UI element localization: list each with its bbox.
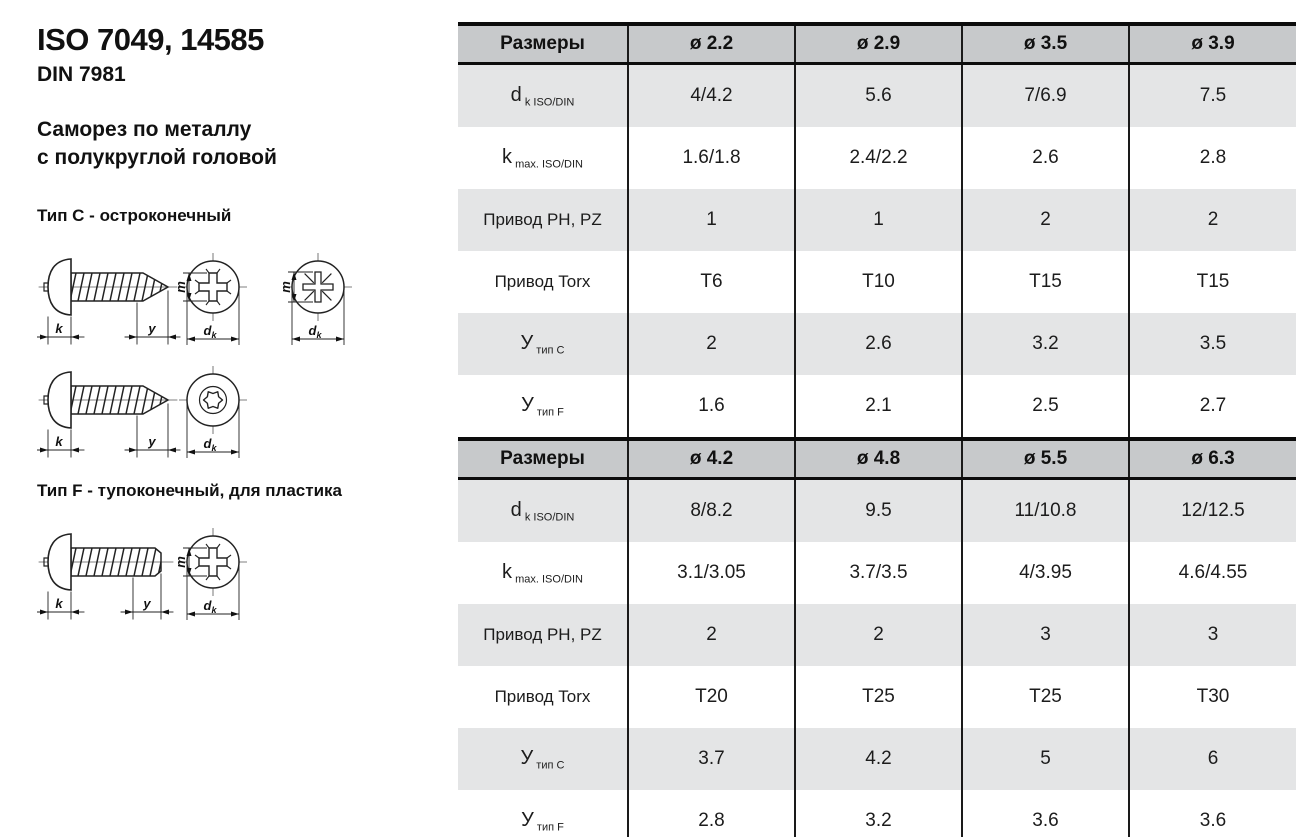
- spec-value: 3.7/3.5: [795, 542, 962, 604]
- spec-row: [458, 375, 1296, 437]
- spec-row: [458, 313, 1296, 375]
- spec-row: [458, 604, 1296, 666]
- spec-row: [458, 666, 1296, 728]
- row-label: d $_{k ISO/DIN}$: [510, 83, 575, 109]
- row-label: У $_{тип F}$: [521, 393, 564, 419]
- spec-value: T25: [795, 666, 962, 728]
- screw-side-view-blunt: [37, 534, 173, 619]
- spec-value: 7.5: [1129, 64, 1296, 128]
- description-line-2: с полукруглой головой: [37, 146, 277, 169]
- spec-row: [458, 189, 1296, 251]
- spec-value: 2.6: [795, 313, 962, 375]
- row-label: У $_{тип C}$: [520, 746, 565, 772]
- spec-value: 2: [962, 189, 1129, 251]
- phillips-head-view: [173, 253, 247, 345]
- spec-value: 4.2: [795, 728, 962, 790]
- spec-value: T20: [628, 666, 795, 728]
- spec-value: 2.4/2.2: [795, 127, 962, 189]
- standard-label: DIN 7981: [37, 63, 126, 86]
- type-f-heading: Тип F - тупоконечный, для пластика: [37, 481, 342, 500]
- spec-value: 2.1: [795, 375, 962, 437]
- spec-row: [458, 542, 1296, 604]
- spec-value: 3.5: [1129, 313, 1296, 375]
- spec-value: 3.6: [1129, 790, 1296, 837]
- type-c-heading: Тип C - остроконечный: [37, 206, 232, 225]
- row-label: У $_{тип F}$: [458, 790, 628, 837]
- row-label: d $_{k ISO/DIN}$: [510, 498, 575, 524]
- description-line-1: Саморез по металлу: [37, 118, 252, 141]
- spec-value: 6: [1129, 728, 1296, 790]
- spec-value: 2.6: [962, 127, 1129, 189]
- header-diameter: ø 3.5: [962, 24, 1129, 64]
- header-diameter: ø 4.2: [628, 439, 795, 479]
- spec-value: 3: [962, 604, 1129, 666]
- spec-value: 3: [1129, 604, 1296, 666]
- spec-value: T25: [962, 666, 1129, 728]
- spec-value: 5.6: [795, 64, 962, 128]
- header-diameter: ø 6.3: [1129, 439, 1296, 479]
- drawing-type-f-ph: [37, 518, 297, 628]
- drawing-type-c-ph-pz: [37, 243, 367, 353]
- spec-value: 2.8: [1129, 127, 1296, 189]
- spec-row: [458, 127, 1296, 189]
- header-diameter: ø 3.9: [1129, 24, 1296, 64]
- spec-value: 4/4.2: [628, 64, 795, 128]
- spec-value: 2: [1129, 189, 1296, 251]
- pozidriv-head-view: [278, 253, 352, 345]
- page-title: ISO 7049, 14585: [37, 22, 264, 57]
- spec-value: 2.5: [962, 375, 1129, 437]
- spec-value: 3.2: [962, 313, 1129, 375]
- spec-value: T10: [795, 251, 962, 313]
- spec-value: T15: [962, 251, 1129, 313]
- spec-value: 2: [628, 604, 795, 666]
- row-label: Привод PH, PZ: [483, 210, 602, 229]
- spec-value: T15: [1129, 251, 1296, 313]
- spec-value: 1.6: [628, 375, 795, 437]
- spec-value: 1.6/1.8: [628, 127, 795, 189]
- spec-table-large-diameters: [458, 437, 1296, 837]
- screw-side-view-pointed: [37, 372, 180, 457]
- spec-value: 2: [628, 313, 795, 375]
- header-diameter: ø 4.8: [795, 439, 962, 479]
- row-label: Привод Torx: [494, 687, 591, 706]
- spec-row: [458, 479, 1296, 543]
- spec-value: 11/10.8: [962, 479, 1129, 543]
- spec-value: 8/8.2: [628, 479, 795, 543]
- row-label: Привод Torx: [494, 272, 591, 291]
- row-label: k $_{max. ISO/DIN}$: [502, 560, 583, 586]
- spec-value: 4/3.95: [962, 542, 1129, 604]
- header-diameter: ø 2.2: [628, 24, 795, 64]
- spec-value: 1: [795, 189, 962, 251]
- header-diameter: ø 5.5: [962, 439, 1129, 479]
- table-header-row: [458, 439, 1296, 479]
- spec-value: 3.6: [962, 790, 1129, 837]
- spec-value: 3.1/3.05: [628, 542, 795, 604]
- row-label: k $_{max. ISO/DIN}$: [502, 145, 583, 171]
- header-sizes: Размеры: [458, 439, 628, 479]
- spec-value: 4.6/4.55: [1129, 542, 1296, 604]
- spec-value: 2.8: [628, 790, 795, 837]
- spec-value: T30: [1129, 666, 1296, 728]
- spec-value: 1: [628, 189, 795, 251]
- spec-table-small-diameters: [458, 22, 1296, 437]
- spec-row: [458, 251, 1296, 313]
- torx-head-view: [179, 366, 247, 458]
- row-label: У $_{тип C}$: [520, 331, 565, 357]
- spec-value: 3.7: [628, 728, 795, 790]
- spec-value: 3.2: [795, 790, 962, 837]
- spec-row: [458, 728, 1296, 790]
- spec-value: 5: [962, 728, 1129, 790]
- spec-row: [458, 64, 1296, 128]
- spec-value: T6: [628, 251, 795, 313]
- table-header-row: [458, 24, 1296, 64]
- drawing-type-c-torx: [37, 356, 297, 466]
- header-sizes: Размеры: [458, 24, 628, 64]
- row-label: Привод PH, PZ: [483, 625, 602, 644]
- spec-row: [458, 790, 1296, 837]
- screw-side-view-pointed: [37, 259, 180, 344]
- spec-value: 12/12.5: [1129, 479, 1296, 543]
- phillips-head-view: [173, 528, 247, 620]
- spec-value: 2: [795, 604, 962, 666]
- spec-value: 2.7: [1129, 375, 1296, 437]
- spec-value: 7/6.9: [962, 64, 1129, 128]
- product-description: [37, 116, 277, 172]
- spec-value: 9.5: [795, 479, 962, 543]
- header-diameter: ø 2.9: [795, 24, 962, 64]
